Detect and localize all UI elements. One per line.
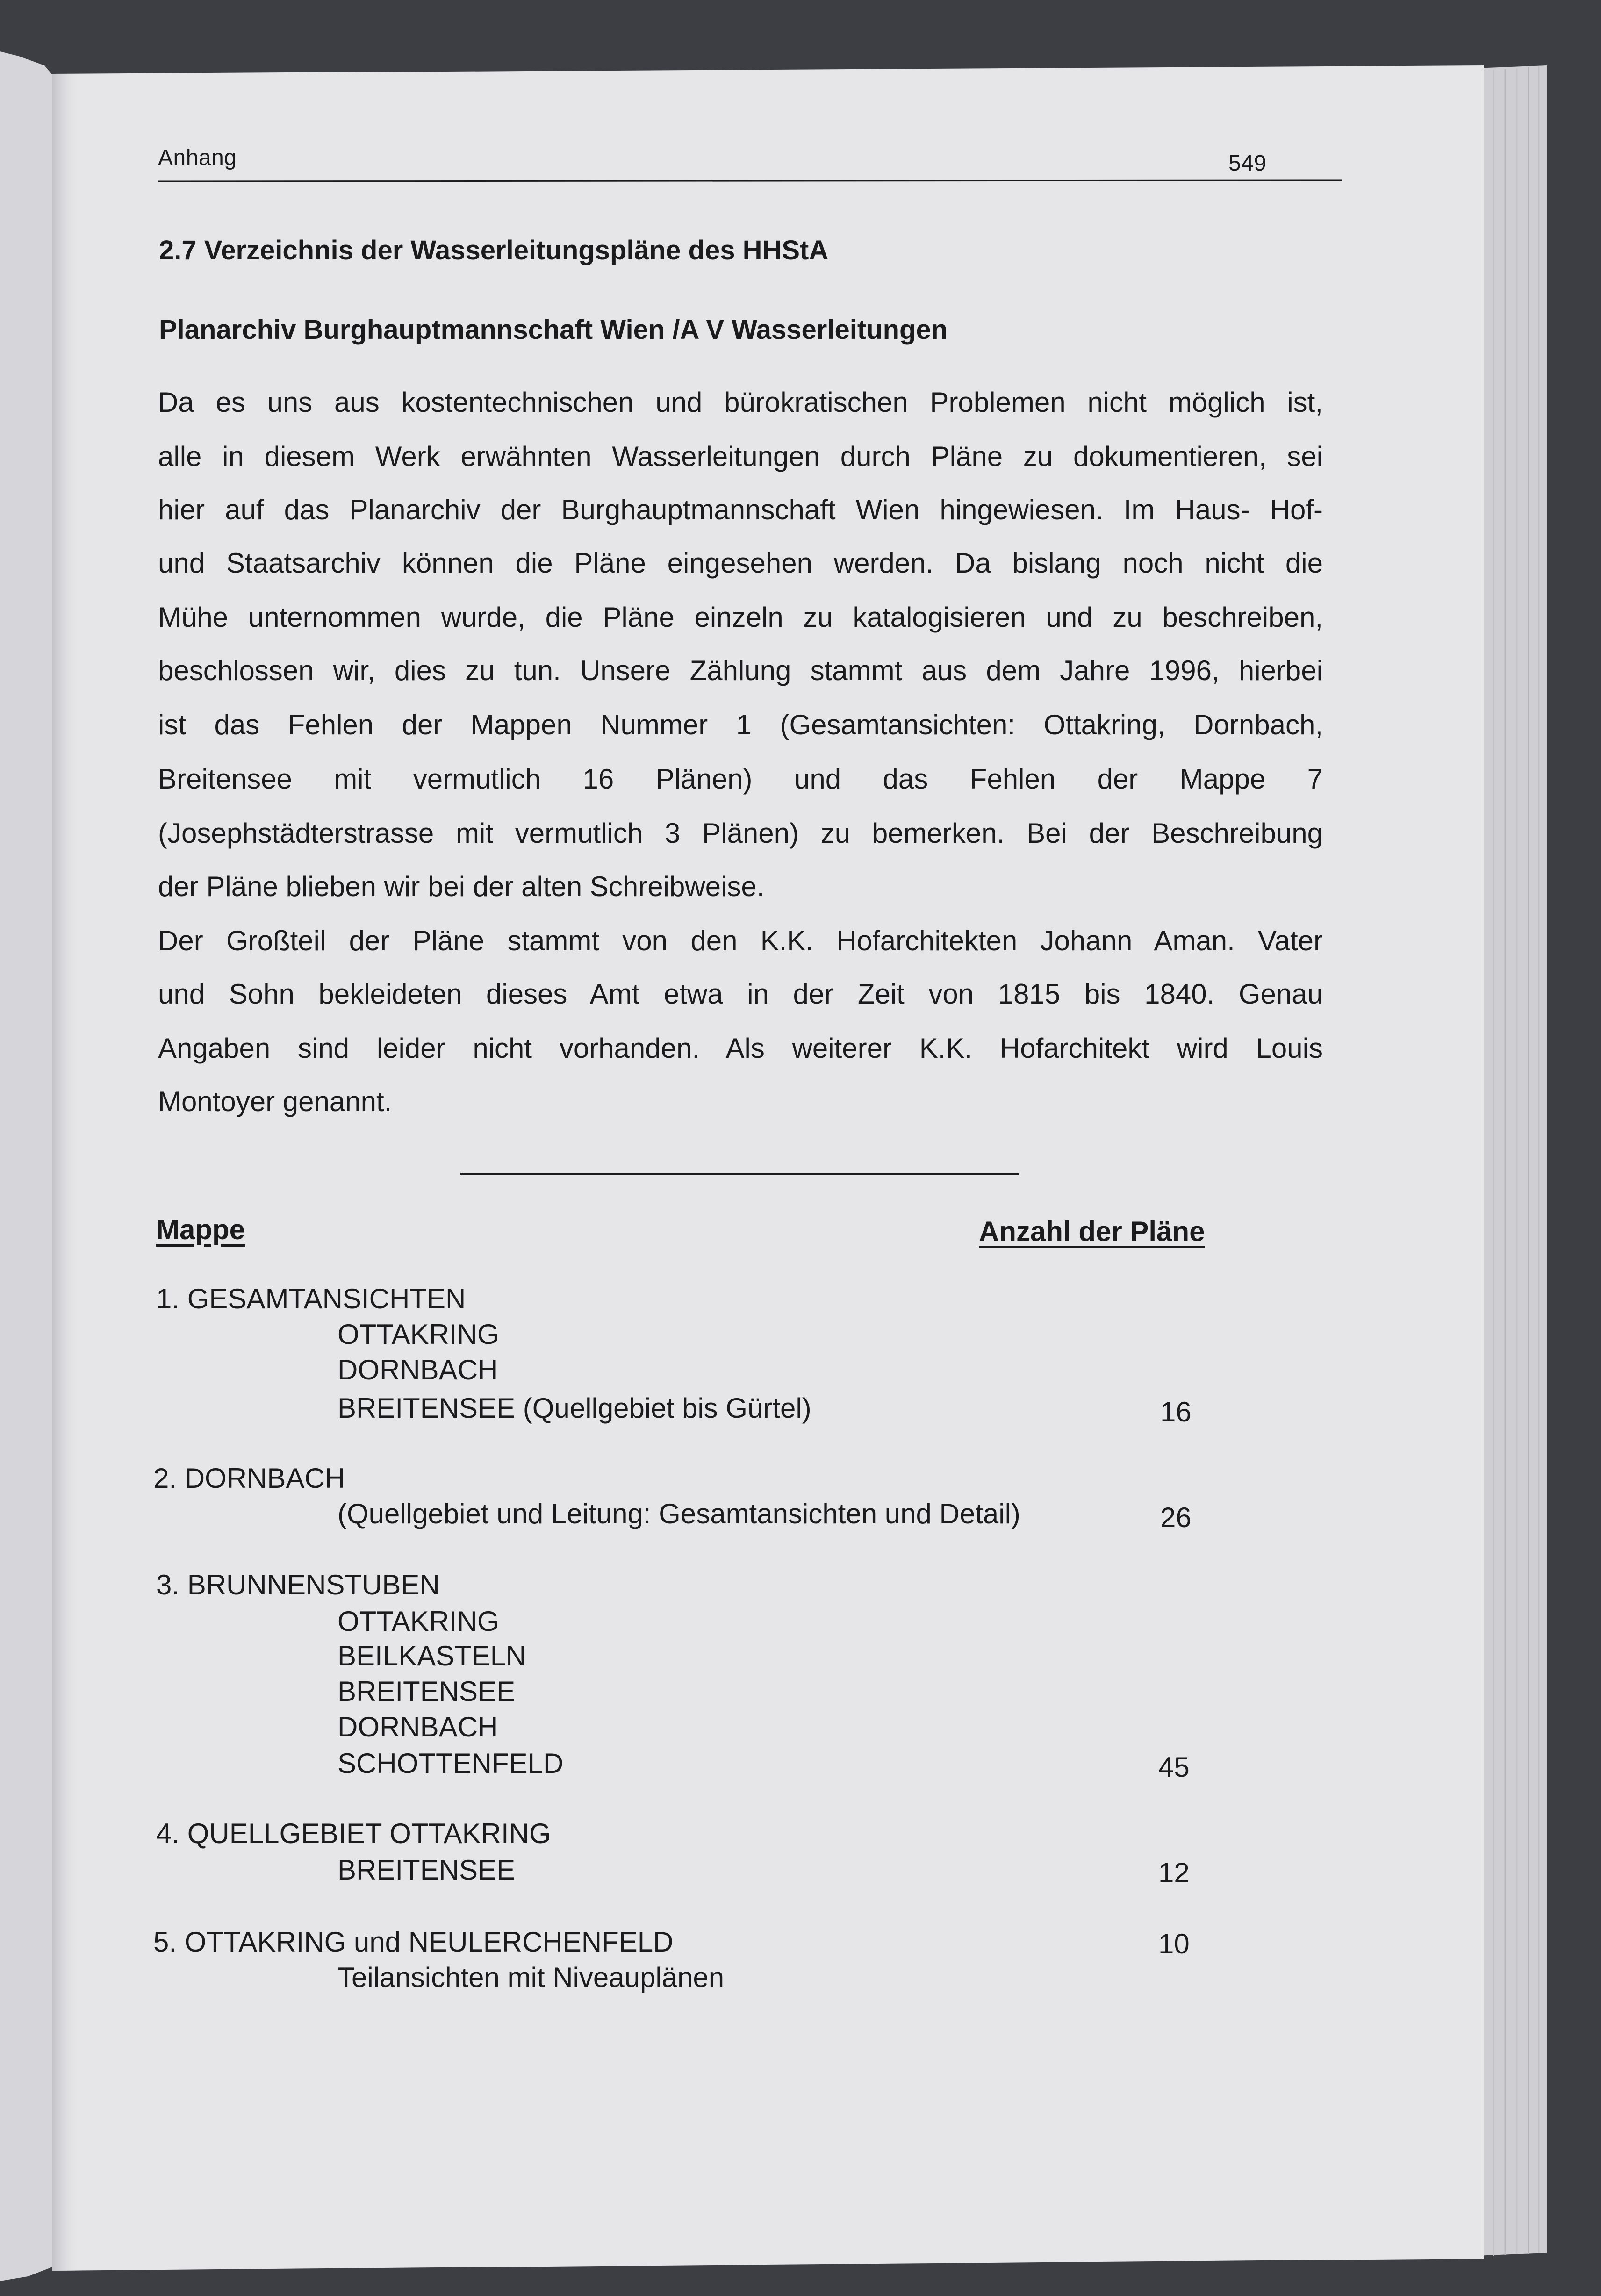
entry-subline: BREITENSEE (Quellgebiet bis Gürtel) (337, 1392, 811, 1424)
entry-subline: BEILKASTELN (337, 1640, 526, 1672)
entry-heading: 2. DORNBACH (153, 1463, 345, 1494)
paragraph-line: hier auf das Planarchiv der Burghauptmannschaft Wien hingewiesen. Im Haus- Hof- (158, 494, 1323, 525)
paragraph-line: Angaben sind leider nicht vorhanden. Als weiterer K.K. Hofarchitekt wird Louis (158, 1033, 1323, 1064)
column-header-anzahl: Anzahl der Pläne (979, 1216, 1205, 1247)
entry-count: 45 (1158, 1751, 1190, 1783)
entry-heading: 1. GESAMTANSICHTEN (156, 1283, 466, 1314)
entry-subline: OTTAKRING (337, 1606, 499, 1637)
paragraph-line: Der Großteil der Pläne stammt von den K.K. Hofarchitekten Johann Aman. Vater (158, 925, 1323, 956)
paragraph-line: Mühe unternommen wurde, die Pläne einzeln zu katalogisieren und zu beschreiben, (158, 602, 1323, 633)
entry-count: 16 (1160, 1396, 1192, 1428)
entry-subline: SCHOTTENFELD (337, 1748, 564, 1779)
running-header: Anhang (158, 145, 237, 170)
column-header-mappe: Mappe (156, 1214, 245, 1245)
paragraph-line: Da es uns aus kostentechnischen und bürokratischen Problemen nicht möglich ist, (158, 387, 1323, 418)
paragraph-line: beschlossen wir, dies zu tun. Unsere Zählung stammt aus dem Jahre 1996, hierbei (158, 655, 1323, 686)
entry-subline: OTTAKRING (337, 1319, 499, 1350)
entry-heading: 3. BRUNNENSTUBEN (156, 1569, 440, 1600)
entry-heading: 5. OTTAKRING und NEULERCHENFELD (153, 1926, 674, 1958)
entry-subline: BREITENSEE (337, 1676, 516, 1707)
paragraph-line: und Staatsarchiv können die Pläne eingesehen werden. Da bislang noch nicht die (158, 547, 1323, 579)
section-title: 2.7 Verzeichnis der Wasserleitungspläne des HHStA (159, 235, 829, 265)
entry-count: 10 (1158, 1928, 1190, 1959)
entry-subline: (Quellgebiet und Leitung: Gesamtansichten und Detail) (337, 1498, 1020, 1529)
paragraph-line: Breitensee mit vermutlich 16 Plänen) und das Fehlen der Mappe 7 (158, 763, 1323, 795)
paragraph-line: Montoyer genannt. (158, 1086, 392, 1117)
page-number: 549 (1228, 151, 1267, 176)
paragraph-line: alle in diesem Werk erwähnten Wasserleitungen durch Pläne zu dokumentieren, sei (158, 441, 1323, 472)
paragraph-line: (Josephstädterstrasse mit vermutlich 3 Plänen) zu bemerken. Bei der Beschreibung (158, 818, 1323, 849)
entry-heading: 4. QUELLGEBIET OTTAKRING (156, 1818, 551, 1849)
paragraph-line: ist das Fehlen der Mappen Nummer 1 (Gesamtansichten: Ottakring, Dornbach, (158, 709, 1323, 740)
entry-subline: DORNBACH (337, 1354, 498, 1385)
entry-count: 12 (1158, 1857, 1190, 1888)
paragraph-line: und Sohn bekleideten dieses Amt etwa in der Zeit von 1815 bis 1840. Genau (158, 978, 1323, 1010)
entry-subline: BREITENSEE (337, 1854, 516, 1886)
entry-subline: DORNBACH (337, 1711, 498, 1743)
entry-count: 26 (1160, 1502, 1192, 1533)
paragraph-line: der Pläne blieben wir bei der alten Schreibweise. (158, 871, 765, 902)
archive-title: Planarchiv Burghauptmannschaft Wien /A V Wasserleitungen (159, 315, 948, 345)
entry-subline: Teilansichten mit Niveauplänen (337, 1962, 725, 1993)
